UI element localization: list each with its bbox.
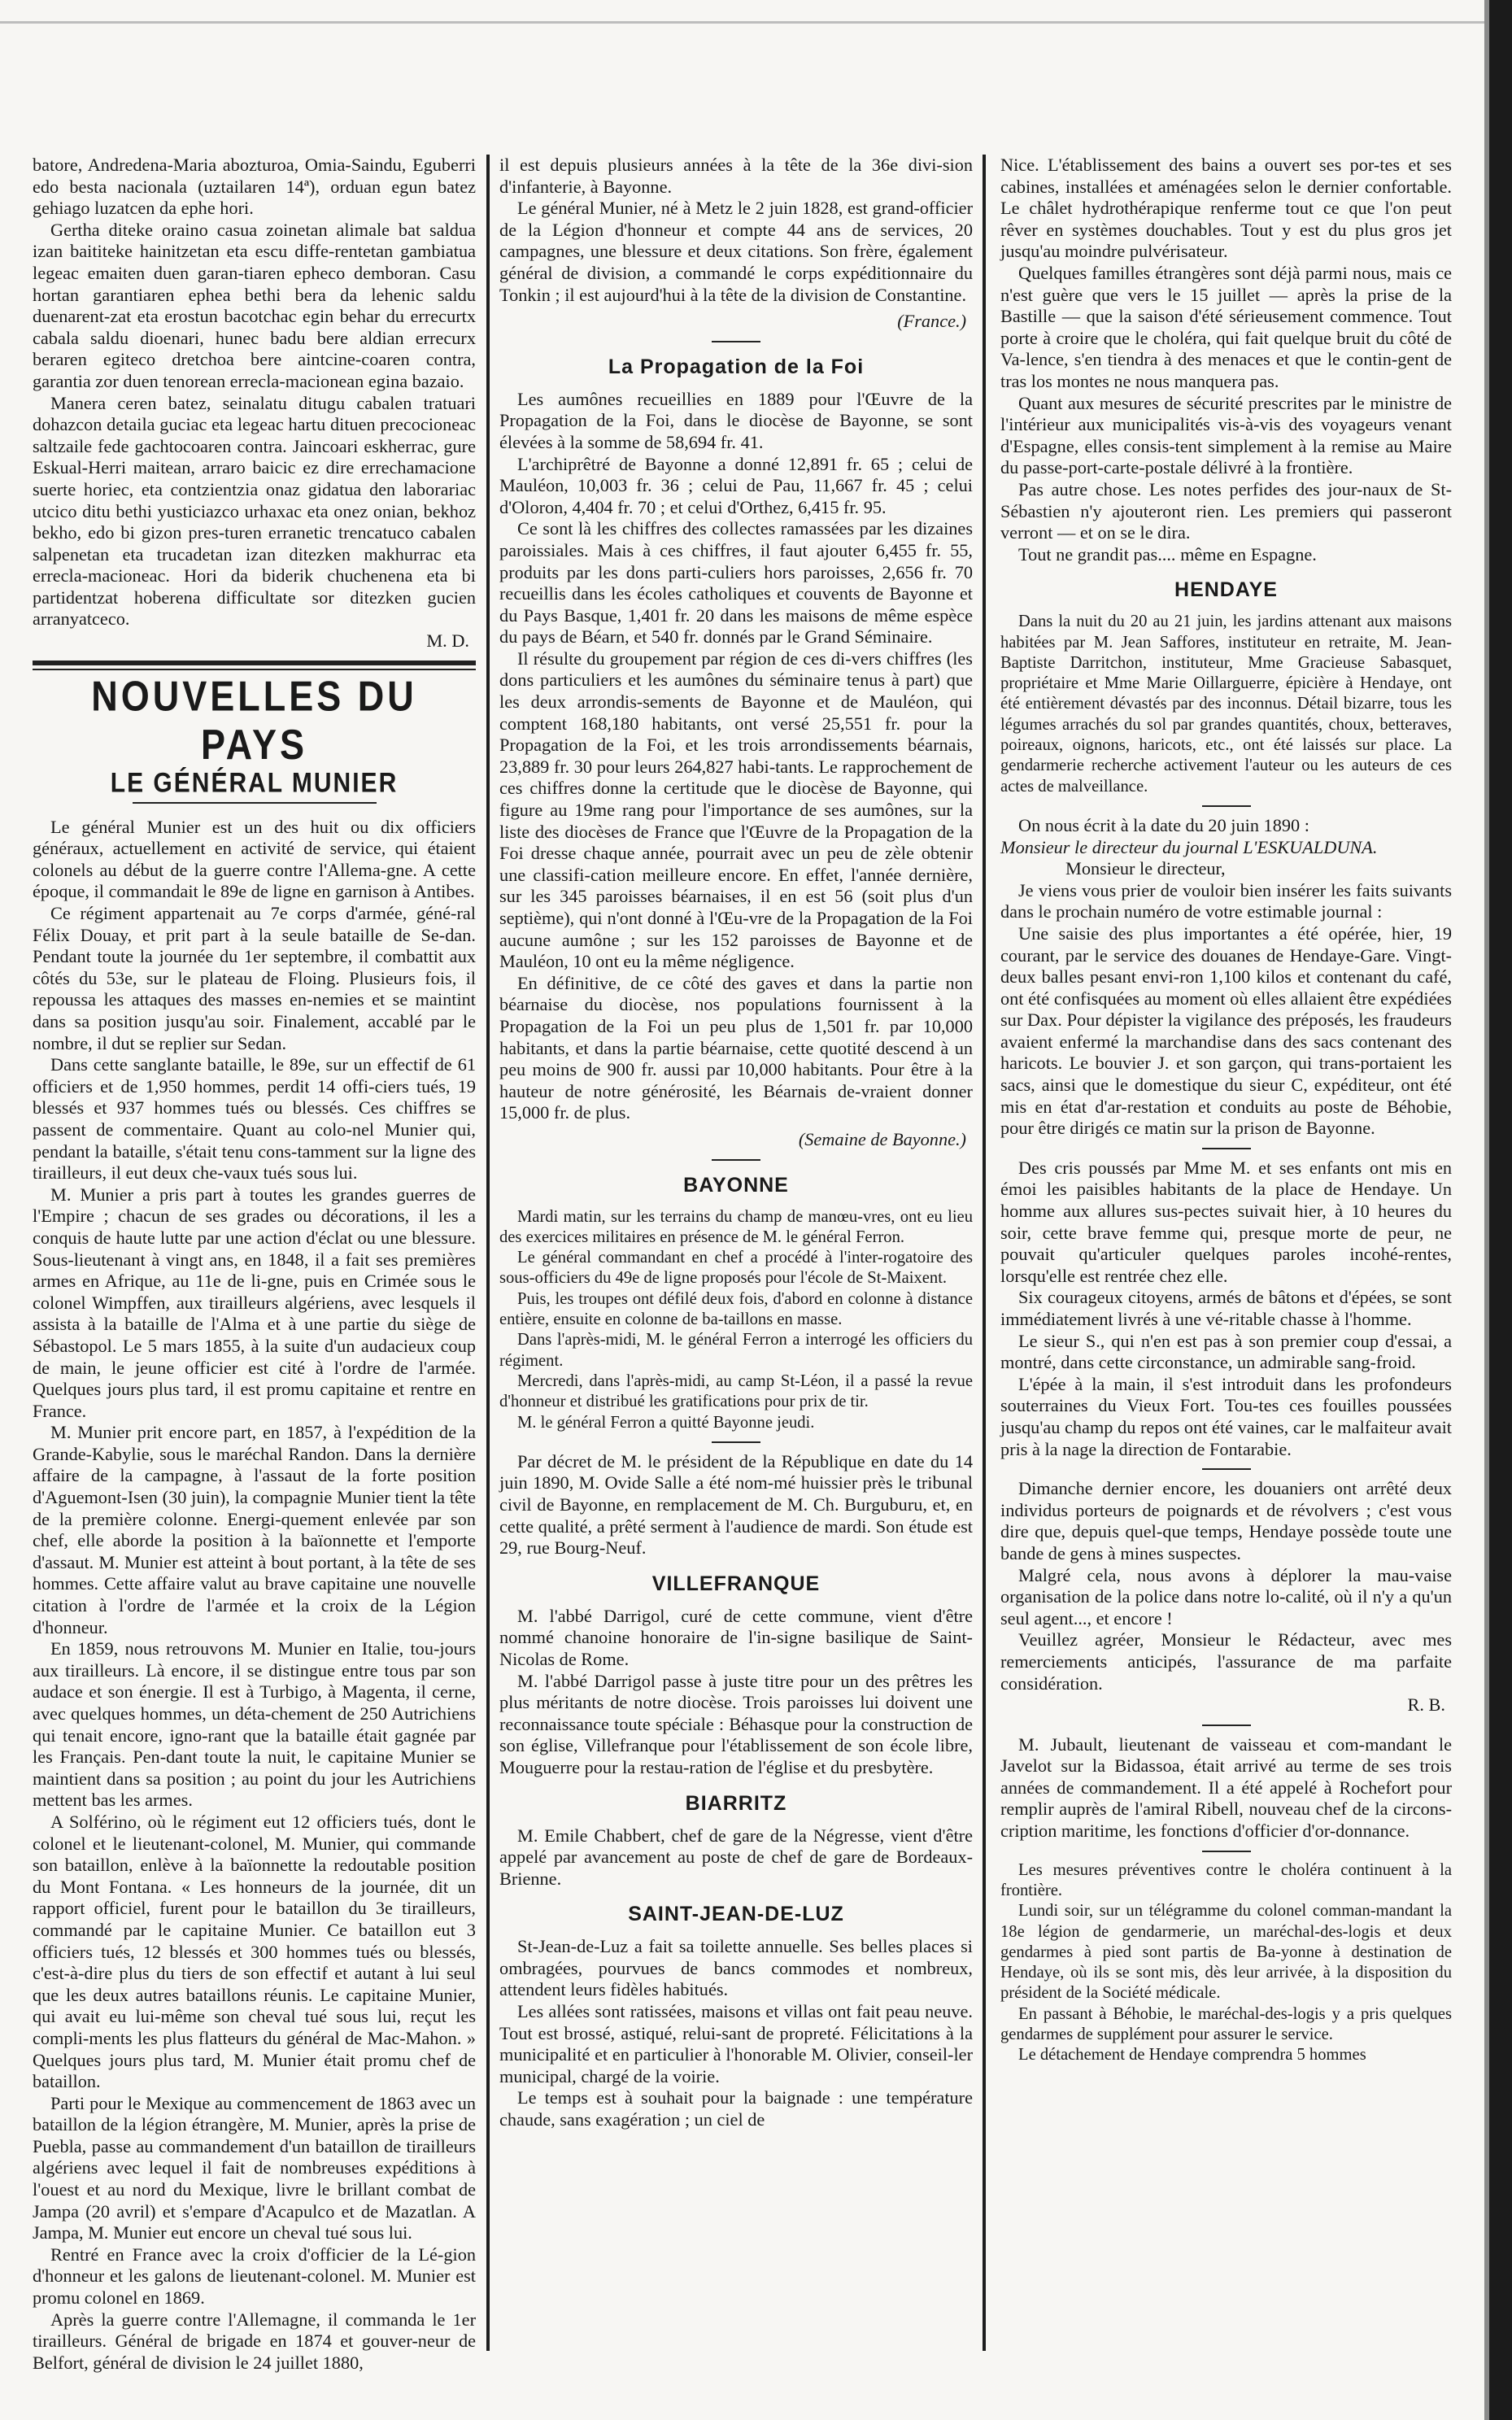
- column-3: [1000, 155, 1452, 2351]
- basque-signature: M. D.: [426, 630, 469, 652]
- article-paragraph: Par décret de M. le président de la République en date du 14 juin 1890, M. Ovide Salle a été nom-mé huissier près le tribunal civil de Bayonne, en remplacement de M. Ch. Burguburu, et, en cette qualité, a prêté serment à l'audience de mardi. Son étude est 29, rue Bourg-Neuf.: [499, 1450, 973, 1559]
- letter-signature: R. B.: [1407, 1694, 1445, 1716]
- article-paragraph: Puis, les troupes ont défilé deux fois, d'abord en colonne à distance entière, ensuite en colonne de ba-taillons en masse.: [499, 1289, 973, 1329]
- top-rule: [0, 21, 1512, 24]
- article-paragraph: Après la guerre contre l'Allemagne, il commanda le 1er tirailleurs. Général de brigade en 1874 et gouver-neur de Belfort, général de division le 24 juillet 1880,: [33, 2309, 476, 2373]
- column-rule-2: [983, 155, 986, 2351]
- letter-paragraph: Des cris poussés par Mme M. et ses enfants ont mis en émoi les paisibles habitants de la place de Hendaye. Un homme aux allures sus-pectes suivait hier, à 10 heures du soir, cette brave femme qui, presque morte de peur, ne pouvait qu'articuler quelques paroles incohé-rentes, lorsqu'elle est rentrée chez elle.: [1000, 1157, 1452, 1286]
- article-paragraph: Le temps est à souhait pour la baignade : une température chaude, sans exagération ; un ciel de: [499, 2087, 973, 2130]
- basque-paragraph: Gertha diteke oraino casua zoinetan alimale bat saldua izan baititeke hainitzetan eta escu diffe-rentetan gambiatua legeac emaiten duen garan-tiaren epheco demboran. Casu hortan garantiaren ephea bethi bera da lehenic saldu duenarent-zat eta erostun bacotchac egin behar du errecurtx cabala saldu dioenari, hunec badu bere aldian errecurx beraren egiteco dretchoa bere aintcine-coaren contra, garantia zor duen tenorean errecla-macionean egina bazaio.: [33, 219, 476, 391]
- article-separator: [1202, 805, 1251, 807]
- article-paragraph: Le général Munier est un des huit ou dix officiers généraux, actuellement en activité de service, qui étaient colonels au début de la guerre contre l'Allema-gne. A cette époque, il commandait le 89e de ligne en garnison à Antibes.: [33, 816, 476, 902]
- section-title-biarritz: BIARRITZ: [685, 1791, 787, 1815]
- article-paragraph: il est depuis plusieurs années à la tête de la 36e divi-sion d'infanterie, à Bayonne.: [499, 155, 973, 197]
- munier-article: [33, 817, 476, 2374]
- section-masthead: NOUVELLES DU PAYS: [91, 671, 417, 769]
- section-title-bayonne: BAYONNE: [683, 1173, 789, 1197]
- article-paragraph: Parti pour le Mexique au commencement de 1863 avec un bataillon de la légion étrangère, M. Munier, après la prise de Puebla, passe au commandement d'un bataillon de tirailleurs algériens avec lequel il fait de nombreuses expéditions à l'ouest et au nord du Mexique, livre le brillant combat de Jampa (20 avril) et s'empare d'Acapulco et de Mazatlan. A Jampa, M. Munier eut encore un cheval tué sous lui.: [33, 2092, 476, 2243]
- column-2: [499, 155, 973, 2351]
- article-paragraph: Le général Munier, né à Metz le 2 juin 1828, est grand-officier de la Légion d'honneur et compte 44 ans de services, 20 campagnes, une blessure et deux citations. Son frère, également général de division, a commandé le corps expéditionnaire du Tonkin ; il est aujourd'hui à la tête de la division de Constantine.: [499, 198, 973, 305]
- letter-paragraph: Le sieur S., qui n'en est pas à son premier coup d'essai, a montré, dans cette circonstance, un admirable sang-froid.: [1000, 1330, 1452, 1373]
- article-paragraph: Quelques familles étrangères sont déjà parmi nous, mais ce n'est guère que vers le 15 juillet — après la prise de la Bastille — que la saison d'été sérieusement commence. Tout porte à croire que le choléra, qui fait quelque bruit du côté de Va-lence, s'en tiendra à des menaces et que le contin-gent de tras los montes ne nous manquera pas.: [1000, 262, 1452, 391]
- section-title-saint-jean-de-luz: SAINT-JEAN-DE-LUZ: [628, 1903, 844, 1926]
- letter-paragraph: Malgré cela, nous avons à déplorer la mau-vaise organisation de la police dans notre lo-calité, où il n'y a qu'un seul agent..., et encore !: [1000, 1564, 1452, 1629]
- letter-salutation: Monsieur le directeur,: [1065, 858, 1226, 879]
- article-paragraph: St-Jean-de-Luz a fait sa toilette annuelle. Ses belles places si ombragées, pourvues de bancs commodes et nombreux, attendent leurs fidèles habitués.: [499, 1936, 973, 2000]
- article-paragraph: Les mesures préventives contre le choléra continuent à la frontière.: [1000, 1860, 1452, 1899]
- article-paragraph: Quant aux mesures de sécurité prescrites par le ministre de l'intérieur aux municipalités vis-à-vis des voyageurs venant d'Espagne, elles consis-tent simplement à la remise au Maire du passe-port-carte-postale délivré à la frontière.: [1000, 392, 1452, 478]
- article-separator: [712, 341, 760, 342]
- article-paragraph: Lundi soir, sur un télégramme du colonel comman-mandant la 18e légion de gendarmerie, un maréchal-des-logis et deux gendarmes à pied sont partis de Ba-yonne à destination de Hendaye, où ils se sont mis, dès leur arrivée, à la disposition du président de la Société médicale.: [1000, 1902, 1452, 2003]
- article-paragraph: Dans cette sanglante bataille, le 89e, sur un effectif de 61 officiers et de 1,950 hommes, perdit 14 offi-ciers tués, 19 blessés et 937 hommes tués ou blessés. Ces chiffres se passent de commentaire. Quant au colo-nel Munier qui, pendant la bataille, s'était tenu cons-tamment sur la ligne des tirailleurs, il eut deux che-vaux tués sous lui.: [33, 1054, 476, 1184]
- article-separator: [712, 1441, 760, 1443]
- section-title-propagation: La Propagation de la Foi: [608, 355, 865, 378]
- article-paragraph: Il résulte du groupement par région de ces di-vers chiffres (les dons particuliers et les aumônes du séminaire tenus à part) que les deux arrondis-sements de Bayonne et de Mauléon, qui comptent 168,180 habitants, ont versé 25,551 fr. pour la Propagation de la Foi, et les trois arrondissements béarnais, 23,889 fr. 30 pour leurs 264,827 habi-tants. Le rapprochement de ces chiffres donne la certitude que le diocèse de Bayonne, qui figure au 19me rang pour l'importance de ses aumônes, sur la liste des diocèses de France que l'Œuvre de la Propagation de la Foi dresse chaque année, pourrait avec un peu de zèle obtenir une classifi-cation meilleure encore. En effet, l'année dernière, sur les 345 paroisses béarnaises, il en est 56 (soit plus d'un septième), qui n'ont donné à l'Œu-vre de la Propagation de la Foi aucune aumône ; sur les 152 paroisses de Bayonne et de Mauléon, 10 ont eu la même négligence.: [499, 648, 973, 972]
- letter-address: Monsieur le directeur du journal L'ESKUALDUNA.: [1000, 836, 1378, 857]
- page-edge: [1489, 0, 1512, 2420]
- article-paragraph: Mardi matin, sur les terrains du champ de manœu-vres, ont eu lieu des exercices militaires en présence de M. le général Ferron.: [499, 1207, 973, 1246]
- article-source: (France.): [897, 311, 966, 332]
- article-paragraph: L'archiprêtré de Bayonne a donné 12,891 fr. 65 ; celui de Mauléon, 10,003 fr. 36 ; celui de Pau, 11,667 fr. 45 ; celui d'Oloron, 4,404 fr. 70 ; et celui d'Orthez, 6,415 fr. 95.: [499, 453, 973, 517]
- letter-paragraph: Dimanche dernier encore, les douaniers ont arrêté deux individus porteurs de poignards et de révolvers ; c'est vous dire que, depuis quel-que temps, Hendaye possède toute une bande de gens à mines suspectes.: [1000, 1478, 1452, 1563]
- article-paragraph: Les aumônes recueillies en 1889 pour l'Œuvre de la Propagation de la Foi, dans le diocèse de Bayonne, se sont élevées à la somme de 58,694 fr. 41.: [499, 388, 973, 452]
- letter-paragraph: Une saisie des plus importantes a été opérée, hier, 19 courant, par le service des douanes de Hendaye-Gare. Vingt-deux balles pesant envi-ron 1,100 kilos et contenant du café, ont été confisquées au moment où elles allaient être expédiées sur Dax. Pour dépister la vigilance des préposés, les fraudeurs avaient enfermé la marchandise dans des sacs contenant des haricots. Le bouvier J. et son garçon, qui trans-portaient les sacs, ainsi que le domestique du sieur C, expéditeur, ont été mis en état d'ar-restation et conduits au poste de Béhobie, pour être dirigés ce matin sur la prison de Bayonne.: [1000, 922, 1452, 1139]
- article-source: (Semaine de Bayonne.): [798, 1128, 966, 1149]
- article-paragraph: M. Jubault, lieutenant de vaisseau et com-mandant le Javelot sur la Bidassoa, était arrivé au terme de ses trois années de commandement. Il a été appelé à Rochefort pour remplir auprès de l'amiral Ribell, nouveau chef de la circons-cription maritime, les fonctions d'officier d'or-donnance.: [1000, 1733, 1452, 1842]
- article-paragraph: M. l'abbé Darrigol, curé de cette commune, vient d'être nommé chanoine honoraire de l'in-signe basilique de Saint-Nicolas de Rome.: [499, 1605, 973, 1669]
- article-paragraph: M. l'abbé Darrigol passe à juste titre pour un des prêtres les plus méritants de notre diocèse. Trois paroisses lui doivent une reconnaissance toute spéciale : Béhasque pour la construction de son église, Villefranque pour l'établissement de son école libre, Mouguerre pour la restau-ration de l'église et du presbytère.: [499, 1670, 973, 1777]
- letter-paragraph: L'épée à la main, il s'est introduit dans les profondeurs souterraines du Vieux Fort. Tou-tes ces fouilles poussées jusqu'au champ du repos ont été vaines, car le malfaiteur avait pris à la nage la direction de Fontarabie.: [1000, 1373, 1452, 1459]
- basque-article: [33, 155, 476, 652]
- article-separator: [1202, 1851, 1251, 1852]
- letter-paragraph: Veuillez agréer, Monsieur le Rédacteur, avec mes remerciements anticipés, l'assurance de ma parfaite considération.: [1000, 1629, 1452, 1694]
- article-paragraph: M. Munier a pris part à toutes les grandes guerres de l'Empire ; chacun de ses grades ou décorations, il les a conquis de haute lutte par une action d'éclat ou une blessure. Sous-lieutenant à vingt ans, en 1848, il a fait ses premières armes en Afrique, au 11e de li-gne, puis en Crimée sous le colonel Wimpffen, aux tirailleurs algériens, avec lesquels il assista à la bataille de l'Alma et à une partie du siège de Sébastopol. Le 5 mars 1855, à la suite d'un audacieux coup de main, le jeune officier est cité à l'ordre de l'armée. Quelques jours plus tard, il est promu capitaine et rentre en France.: [33, 1184, 476, 1421]
- letter-paragraph: Je viens vous prier de vouloir bien insérer les faits suivants dans le prochain numéro de votre estimable journal :: [1000, 879, 1452, 922]
- article-paragraph: Mercredi, dans l'après-midi, au camp St-Léon, il a passé la revue d'honneur et distribué les gratifications pour prix de tir.: [499, 1371, 973, 1411]
- section-title-hendaye: HENDAYE: [1174, 578, 1278, 602]
- masthead-rule-top: [33, 661, 476, 665]
- article-paragraph: En 1859, nous retrouvons M. Munier en Italie, tou-jours aux tirailleurs. Là encore, il se distingue entre tous par son audace et son énergie. Il est à Turbigo, à Magenta, il cerne, avec quelques hommes, un déta-chement de 250 Autrichiens qui tenait encore, igno-rant que la bataille était gagnée par les Français. Pen-dant toute la nuit, le capitaine Munier se maintient dans sa position ; au point du jour les Autrichiens mettent bas les armes.: [33, 1638, 476, 1811]
- article-paragraph: Nice. L'établissement des bains a ouvert ses por-tes et ses cabines, installées et aménagées selon le dernier confortable. Le châlet hydrothérapique renferme tout ce que l'on peut rêver en systèmes douchables. Tout y est du plus gros jet jusqu'au moindre pulvérisateur.: [1000, 155, 1452, 262]
- article-separator: [1202, 1468, 1251, 1470]
- article-paragraph: Ce sont là les chiffres des collectes ramassées par les dizaines paroissiales. Mais à ces chiffres, il faut ajouter 6,455 fr. 55, produits par les dons parti-culiers hors paroisses, 2,656 fr. 70 recueillis dans les écoles catholiques et couvents de Bayonne et du Pays Basque, 1,401 fr. 20 dans les maisons de même espèce du pays de Béarn, et 540 fr. donnés par le Grand Séminaire.: [499, 518, 973, 648]
- article-paragraph: M. Emile Chabbert, chef de gare de la Négresse, vient d'être appelé par avancement au poste de chef de gare de Bordeaux-Brienne.: [499, 1825, 973, 1889]
- masthead-rule-bottom: [33, 669, 476, 670]
- article-paragraph: En passant à Béhobie, le maréchal-des-logis y a pris quelques gendarmes de supplément pour assurer le service.: [1000, 2004, 1452, 2044]
- article-paragraph: Dans la nuit du 20 au 21 juin, les jardins attenant aux maisons habitées par M. Jean Saffores, instituteur en retraite, M. Jean-Baptiste Darritchon, instituteur, Mme Gracieuse Sabasquet, propriétaire et Mme Marie Oillarguerre, épicière à Hendaye, ont été entièrement dévastés par des inconnus. Détail bizarre, tous les légumes arrachés du sol par grandes quantités, choux, betteraves, poireaux, oignons, haricots, etc., ont été laissés sur place. La gendarmerie recherche activement l'auteur ou les auteurs de ces actes de malveillance.: [1000, 613, 1452, 796]
- article-paragraph: Pas autre chose. Les notes perfides des jour-naux de St-Sébastien n'y ajouteront rien. Les premiers qui passeront verront — et on se le dira.: [1000, 478, 1452, 543]
- column-rule-1: [486, 155, 490, 2351]
- article-paragraph: Les allées sont ratissées, maisons et villas ont fait peau neuve. Tout est brossé, astiqué, relui-sant de propreté. Félicitations à la municipalité et en particulier à l'honorable M. Olivier, conseil-ler municipal, chargé de la voirie.: [499, 2001, 973, 2086]
- article-paragraph: Rentré en France avec la croix d'officier de la Lé-gion d'honneur et les galons de lieutenant-colonel. M. Munier est promu colonel en 1869.: [33, 2243, 476, 2309]
- article-paragraph: Le général commandant en chef a procédé à l'inter-rogatoire des sous-officiers du 49e de ligne proposés pour l'école de St-Maixent.: [499, 1249, 973, 1288]
- letter-paragraph: Six courageux citoyens, armés de bâtons et d'épées, se sont immédiatement livrés à une vé-ritable chasse à l'homme.: [1000, 1287, 1452, 1330]
- article-paragraph: M. le général Ferron a quitté Bayonne jeudi.: [517, 1413, 815, 1432]
- article-separator: [1202, 1148, 1251, 1149]
- article-separator: [712, 1159, 760, 1161]
- headline-underline: [133, 802, 377, 804]
- article-paragraph: Le détachement de Hendaye comprendra 5 hommes: [1018, 2046, 1366, 2065]
- article-headline: LE GÉNÉRAL MUNIER: [110, 767, 399, 799]
- letter-intro: On nous écrit à la date du 20 juin 1890 :: [1018, 814, 1309, 835]
- article-paragraph: Ce régiment appartenait au 7e corps d'armée, géné-ral Félix Douay, et prit part à la seule bataille de Se-dan. Pendant toute la journée du 1er septembre, il combattit aux côtés du 53e, sur le plateau de Floing. Plusieurs fois, il repoussa les attaques des masses en-nemies et se maintint dans sa position jusqu'au soir. Finalement, accablé par le nombre, il dut se replier sur Sedan.: [33, 903, 476, 1053]
- basque-paragraph: Manera ceren batez, seinalatu ditugu cabalen tratuari dohazcon detaila guciac eta legeac hartu dituen precocioneac saltzaile fede gachtocoaren contra. Jaincoari eskherrac, gure Eskual-Herri maitean, arraro baicic ez dire errechamacione suerte horiec, eta contzientzia onaz gidatua den laborariac utcico ditu bethi yusticiazco urhaxac eta onez onian, bekhoz bekho, edo bi gizon pres-turen erranetic trencatuco cabalen salpenetan eta trucadetan izan ditezken makhurrac eta errecla-macioneac. Hori da biderik chuchenena eta bi partidentzat hoberena difficultate sor ditezken gucien arranyatceco.: [33, 392, 476, 630]
- basque-paragraph: batore, Andredena-Maria abozturoa, Omia-Saindu, Eguberri edo besta nacionala (uztailaren 14ª), orduan egun batez gehiago luzatcen da ephe hori.: [33, 155, 476, 219]
- article-paragraph: A Solférino, où le régiment eut 12 officiers tués, dont le colonel et le lieutenant-colonel, M. Munier, qui commande son bataillon, enlève à la baïonnette la redoutable position du Mont Fontana. « Les honneurs de la journée, dit un rapport officiel, furent pour le bataillon du 3e tirailleurs, commandé par le capitaine Munier. Ce bataillon eut 3 officiers tués, 12 blessés et 300 hommes tués ou blessés, c'est-à-dire plus du tiers de son effectif et autant à lui seul que les deux autres bataillons réunis. Le capitaine Munier, qui avait eu lui-même son cheval tué sous lui, reçut les compli-ments les plus flatteurs du général de Mac-Mahon. » Quelques jours plus tard, M. Munier était promu chef de bataillon.: [33, 1811, 476, 2092]
- article-separator: [1202, 1725, 1251, 1726]
- article-paragraph: En définitive, de ce côté des gaves et dans la partie non béarnaise du diocèse, nos populations fournissent à la Propagation de la Foi un peu plus de 1,501 fr. par 10,000 habitants, et dans la partie béarnaise, cette quotité descend à un peu moins de 900 fr. aussi par 10,000 habitants. Pour être à la hauteur de notre générosité, les Béarnais de-vraient donner 15,000 fr. de plus.: [499, 972, 973, 1123]
- section-title-villefranque: VILLEFRANQUE: [651, 1572, 821, 1595]
- article-paragraph: Dans l'après-midi, M. le général Ferron a interrogé les officiers du régiment.: [499, 1331, 973, 1370]
- article-paragraph: Tout ne grandit pas.... même en Espagne.: [1018, 543, 1317, 565]
- article-paragraph: M. Munier prit encore part, en 1857, à l'expédition de la Grande-Kabylie, sous le maréchal Randon. Dans la dernière affaire de la campagne, à l'assaut de la forte position d'Aguemont-Isen (30 juin), la compagnie Munier tient la tête de la première colonne. Energi-quement enlevée par son chef, elle aborde la position à la baïonnette et l'emporte d'assaut. M. Munier est atteint à bout portant, à la tête de ses hommes. Cette affaire valut au brave capitaine une nouvelle citation à l'ordre de l'armée et la croix de la Légion d'honneur.: [33, 1422, 476, 1637]
- column-1: [33, 155, 476, 2373]
